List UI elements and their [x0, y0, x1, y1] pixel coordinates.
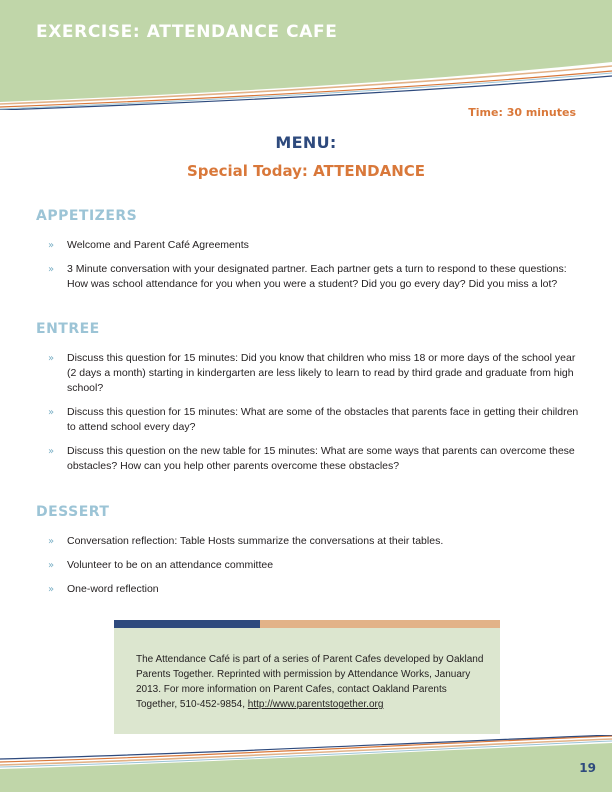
- entree-section: [36, 321, 581, 483]
- header-band: [0, 0, 612, 110]
- note-bar-blue: [114, 620, 260, 628]
- bullet-icon: »: [48, 264, 55, 275]
- list-item: » Conversation reflection: Table Hosts summarize the conversations at their tables.: [48, 535, 444, 547]
- appetizers-section: [36, 208, 581, 301]
- dessert-heading: DESSERT: [36, 504, 110, 520]
- parents-together-link[interactable]: http://www.parentstogether.org: [247, 699, 384, 710]
- list-item: » Discuss this question for 15 minutes: Did you know that children who miss 18 or more days of the school year (2 days a month) starting in kindergarten are less likely to learn to read by third grade and graduate from high school?: [48, 352, 576, 394]
- list-item: » Discuss this question on the new table for 15 minutes: What are some ways that parents can overcome these obstacles? How can you help other parents overcome these obstacles?: [48, 445, 575, 472]
- appetizers-heading: APPETIZERS: [36, 208, 138, 224]
- menu-title: MENU:: [275, 133, 337, 152]
- appetizers-list: [36, 238, 581, 292]
- time-label: Time: 30 minutes: [468, 106, 576, 119]
- special-today: Special Today: ATTENDANCE: [186, 162, 426, 180]
- bullet-icon: »: [48, 446, 55, 457]
- list-item: » 3 Minute conversation with your designated partner. Each partner gets a turn to respond to these questions: How was school attendance for you when you were a student? Did you go every day? Did you miss a lot?: [48, 263, 567, 290]
- bullet-icon: »: [48, 536, 55, 547]
- entree-list: [36, 351, 581, 474]
- page-number: 19: [579, 761, 596, 775]
- list-item: » Welcome and Parent Café Agreements: [48, 239, 249, 251]
- footer-band: [0, 735, 612, 792]
- header-title: EXERCISE: ATTENDANCE CAFE: [36, 22, 338, 42]
- bullet-icon: »: [48, 407, 55, 418]
- bullet-icon: »: [48, 240, 55, 251]
- note-bar-orange: [260, 620, 500, 628]
- dessert-list: [36, 534, 581, 597]
- bullet-icon: »: [48, 353, 55, 364]
- list-item: » Volunteer to be on an attendance committee: [48, 559, 274, 571]
- bullet-icon: »: [48, 584, 55, 595]
- note-text: The Attendance Café is part of a series of Parent Cafes developed by Oakland Parents Together. Reprinted with permission by Attendance Works, January 2013. For more information on Parent Cafes, contact Oakland Parents Together, 510-452-9854, http://www.parentstogether.org: [136, 654, 484, 710]
- dessert-section: [36, 504, 581, 606]
- list-item: » One-word reflection: [48, 583, 159, 595]
- bullet-icon: »: [48, 560, 55, 571]
- note-box: [114, 620, 500, 734]
- entree-heading: ENTREE: [36, 321, 100, 337]
- list-item: » Discuss this question for 15 minutes: What are some of the obstacles that parents face in getting their children to attend school every day?: [48, 406, 579, 433]
